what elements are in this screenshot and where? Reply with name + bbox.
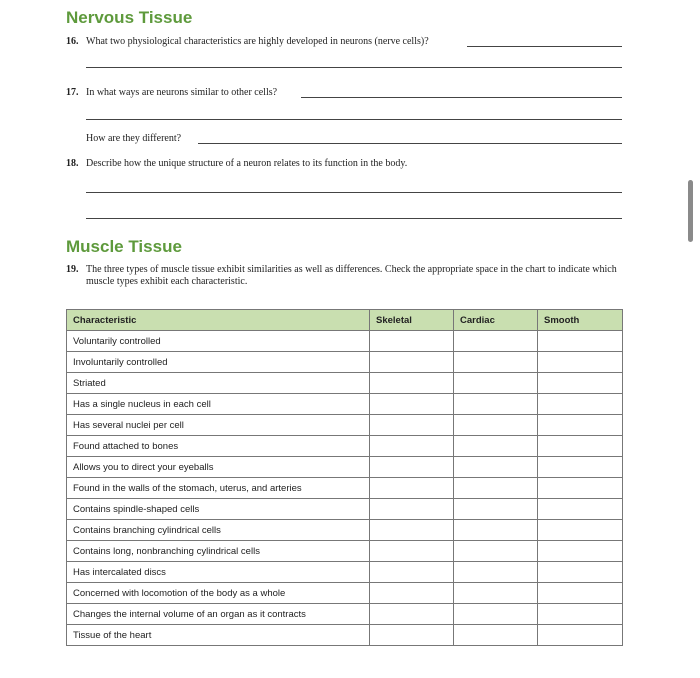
check-cell-cardiac[interactable] bbox=[454, 562, 538, 583]
check-cell-cardiac[interactable] bbox=[454, 625, 538, 646]
muscle-characteristics-table bbox=[66, 309, 623, 646]
question-17-sub: How are they different? bbox=[86, 133, 182, 144]
question-16-number: 16. bbox=[66, 36, 79, 47]
check-cell-skeletal[interactable] bbox=[370, 478, 454, 499]
check-cell-cardiac[interactable] bbox=[454, 604, 538, 625]
table-row bbox=[67, 562, 623, 583]
vertical-scrollbar[interactable] bbox=[688, 180, 693, 242]
question-16 bbox=[66, 36, 429, 48]
check-cell-cardiac[interactable] bbox=[454, 436, 538, 457]
check-cell-cardiac[interactable] bbox=[454, 520, 538, 541]
question-19 bbox=[66, 264, 626, 288]
table-header-row bbox=[67, 310, 623, 331]
question-18-number: 18. bbox=[66, 158, 79, 169]
check-cell-cardiac[interactable] bbox=[454, 583, 538, 604]
check-cell-smooth[interactable] bbox=[538, 562, 623, 583]
table-row bbox=[67, 541, 623, 562]
check-cell-cardiac[interactable] bbox=[454, 457, 538, 478]
table-row bbox=[67, 373, 623, 394]
question-17 bbox=[66, 87, 277, 99]
check-cell-smooth[interactable] bbox=[538, 583, 623, 604]
nervous-tissue-heading: Nervous Tissue bbox=[66, 8, 193, 27]
header-smooth: Smooth bbox=[538, 310, 623, 331]
check-cell-skeletal[interactable] bbox=[370, 499, 454, 520]
table-row bbox=[67, 499, 623, 520]
characteristic-cell: Voluntarily controlled bbox=[67, 331, 370, 352]
table-row bbox=[67, 520, 623, 541]
table-row bbox=[67, 478, 623, 499]
question-19-number: 19. bbox=[66, 264, 79, 275]
question-17-number: 17. bbox=[66, 87, 79, 98]
check-cell-skeletal[interactable] bbox=[370, 436, 454, 457]
check-cell-cardiac[interactable] bbox=[454, 331, 538, 352]
table-row bbox=[67, 331, 623, 352]
answer-line-17b[interactable] bbox=[86, 119, 622, 120]
characteristic-cell: Contains branching cylindrical cells bbox=[67, 520, 370, 541]
question-18-text: Describe how the unique structure of a neuron relates to its function in the body. bbox=[86, 158, 408, 169]
characteristic-cell: Concerned with locomotion of the body as a whole bbox=[67, 583, 370, 604]
answer-line-18b[interactable] bbox=[86, 218, 622, 219]
check-cell-skeletal[interactable] bbox=[370, 331, 454, 352]
characteristic-cell: Has a single nucleus in each cell bbox=[67, 394, 370, 415]
answer-line-16a[interactable] bbox=[467, 46, 622, 47]
answer-line-17a[interactable] bbox=[301, 97, 622, 98]
characteristic-cell: Involuntarily controlled bbox=[67, 352, 370, 373]
question-17-text: In what ways are neurons similar to other cells? bbox=[86, 87, 278, 98]
answer-line-16b[interactable] bbox=[86, 67, 622, 68]
characteristic-cell: Striated bbox=[67, 373, 370, 394]
check-cell-skeletal[interactable] bbox=[370, 583, 454, 604]
check-cell-skeletal[interactable] bbox=[370, 352, 454, 373]
check-cell-skeletal[interactable] bbox=[370, 625, 454, 646]
check-cell-skeletal[interactable] bbox=[370, 562, 454, 583]
muscle-tissue-heading: Muscle Tissue bbox=[66, 237, 182, 256]
question-19-text: The three types of muscle tissue exhibit similarities as well as differences. Check the appropriate space in the chart to indicate which muscle types exhibit each characteristic. bbox=[86, 264, 617, 287]
check-cell-skeletal[interactable] bbox=[370, 604, 454, 625]
question-16-text: What two physiological characteristics are highly developed in neurons (nerve cells)? bbox=[86, 36, 429, 47]
check-cell-cardiac[interactable] bbox=[454, 352, 538, 373]
characteristic-cell: Contains long, nonbranching cylindrical cells bbox=[67, 541, 370, 562]
characteristic-cell: Has several nuclei per cell bbox=[67, 415, 370, 436]
check-cell-smooth[interactable] bbox=[538, 541, 623, 562]
answer-line-18a[interactable] bbox=[86, 192, 622, 193]
table-row bbox=[67, 583, 623, 604]
characteristic-cell: Allows you to direct your eyeballs bbox=[67, 457, 370, 478]
check-cell-skeletal[interactable] bbox=[370, 520, 454, 541]
check-cell-smooth[interactable] bbox=[538, 331, 623, 352]
characteristic-cell: Tissue of the heart bbox=[67, 625, 370, 646]
characteristic-cell: Found attached to bones bbox=[67, 436, 370, 457]
check-cell-cardiac[interactable] bbox=[454, 394, 538, 415]
check-cell-cardiac[interactable] bbox=[454, 373, 538, 394]
check-cell-smooth[interactable] bbox=[538, 352, 623, 373]
table-row bbox=[67, 604, 623, 625]
check-cell-cardiac[interactable] bbox=[454, 541, 538, 562]
header-cardiac: Cardiac bbox=[454, 310, 538, 331]
check-cell-cardiac[interactable] bbox=[454, 415, 538, 436]
table-row bbox=[67, 625, 623, 646]
answer-line-17c[interactable] bbox=[198, 143, 622, 144]
check-cell-skeletal[interactable] bbox=[370, 373, 454, 394]
characteristic-cell: Contains spindle-shaped cells bbox=[67, 499, 370, 520]
table-row bbox=[67, 352, 623, 373]
check-cell-smooth[interactable] bbox=[538, 457, 623, 478]
check-cell-smooth[interactable] bbox=[538, 604, 623, 625]
header-skeletal: Skeletal bbox=[370, 310, 454, 331]
check-cell-smooth[interactable] bbox=[538, 394, 623, 415]
check-cell-skeletal[interactable] bbox=[370, 457, 454, 478]
check-cell-skeletal[interactable] bbox=[370, 415, 454, 436]
check-cell-cardiac[interactable] bbox=[454, 478, 538, 499]
characteristic-cell: Found in the walls of the stomach, uterus, and arteries bbox=[67, 478, 370, 499]
header-characteristic: Characteristic bbox=[67, 310, 370, 331]
question-18 bbox=[66, 158, 407, 170]
check-cell-smooth[interactable] bbox=[538, 436, 623, 457]
characteristic-cell: Has intercalated discs bbox=[67, 562, 370, 583]
check-cell-smooth[interactable] bbox=[538, 415, 623, 436]
check-cell-skeletal[interactable] bbox=[370, 394, 454, 415]
check-cell-smooth[interactable] bbox=[538, 499, 623, 520]
check-cell-smooth[interactable] bbox=[538, 625, 623, 646]
check-cell-smooth[interactable] bbox=[538, 478, 623, 499]
table-row bbox=[67, 394, 623, 415]
table-row bbox=[67, 415, 623, 436]
check-cell-smooth[interactable] bbox=[538, 520, 623, 541]
check-cell-skeletal[interactable] bbox=[370, 541, 454, 562]
check-cell-cardiac[interactable] bbox=[454, 499, 538, 520]
check-cell-smooth[interactable] bbox=[538, 373, 623, 394]
table-row bbox=[67, 457, 623, 478]
table-row bbox=[67, 436, 623, 457]
characteristic-cell: Changes the internal volume of an organ as it contracts bbox=[67, 604, 370, 625]
